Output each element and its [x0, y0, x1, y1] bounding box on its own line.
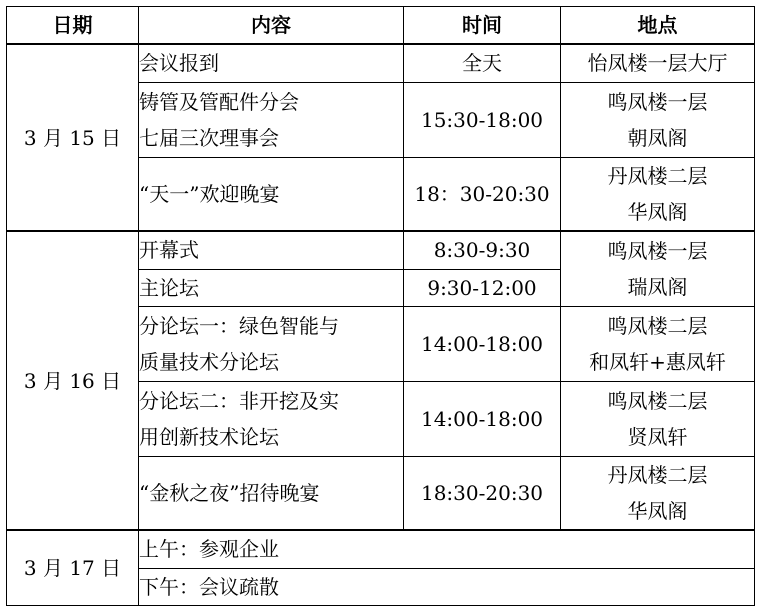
time-cell: 全天: [404, 44, 561, 82]
content-line: 质量技术分论坛: [139, 349, 279, 374]
content-line: 用创新技术论坛: [139, 424, 279, 449]
content-cell: [139, 381, 404, 456]
place-line: 朝凤阁: [627, 125, 688, 150]
content-line: 会议报到: [139, 51, 219, 76]
content-line: 下午：会议疏散: [139, 574, 279, 599]
place-line: 丹凤楼二层: [607, 462, 708, 487]
place-cell: [561, 306, 755, 381]
time-cell: 18：30-20:30: [404, 157, 561, 231]
header-time: 时间: [404, 7, 561, 45]
place-line: 鸣凤楼一层: [607, 238, 708, 263]
date-cell: 3 月 17 日: [7, 530, 139, 605]
time-cell: 14:00-18:00: [404, 381, 561, 456]
content-cell: [139, 530, 755, 568]
date-cell: 3 月 15 日: [7, 44, 139, 231]
header-place: 地点: [561, 7, 755, 45]
content-cell: [139, 82, 404, 157]
place-cell: [561, 82, 755, 157]
place-cell: [561, 456, 755, 530]
content-cell: [139, 231, 404, 269]
place-cell: [561, 157, 755, 231]
content-line: 分论坛一：绿色智能与: [139, 313, 339, 338]
time-cell: 14:00-18:00: [404, 306, 561, 381]
date-cell: 3 月 16 日: [7, 231, 139, 530]
content-line: 七届三次理事会: [139, 125, 279, 150]
place-line: 华凤阁: [627, 199, 688, 224]
header-date: 日期: [7, 7, 139, 45]
place-cell: [561, 44, 755, 82]
place-line: 瑞凤阁: [627, 274, 688, 299]
header-row: [7, 7, 755, 45]
content-line: “金秋之夜”招待晚宴: [139, 480, 320, 505]
place-line: 怡凤楼一层大厅: [587, 51, 728, 76]
content-cell: [139, 306, 404, 381]
content-line: 开幕式: [139, 238, 199, 263]
schedule-table: [6, 6, 755, 606]
table-row: [7, 44, 755, 82]
time-cell: 15:30-18:00: [404, 82, 561, 157]
place-cell: [561, 381, 755, 456]
content-cell: [139, 44, 404, 82]
content-cell: [139, 456, 404, 530]
content-line: 分论坛二：非开挖及实: [139, 388, 339, 413]
content-line: 主论坛: [139, 275, 199, 300]
table-row: [7, 530, 755, 568]
place-line: 鸣凤楼一层: [607, 89, 708, 114]
content-line: 上午：参观企业: [139, 537, 279, 562]
content-cell: [139, 568, 755, 605]
content-line: 铸管及管配件分会: [139, 89, 299, 114]
table-row: [7, 231, 755, 269]
time-cell: 18:30-20:30: [404, 456, 561, 530]
place-line: 和凤轩+惠凤轩: [589, 349, 726, 374]
place-line: 鸣凤楼二层: [607, 313, 708, 338]
time-cell: 8:30-9:30: [404, 231, 561, 269]
place-line: 丹凤楼二层: [607, 163, 708, 188]
place-line: 华凤阁: [627, 498, 688, 523]
content-cell: [139, 269, 404, 306]
place-line: 贤凤轩: [627, 424, 688, 449]
content-cell: [139, 157, 404, 231]
time-cell: 9:30-12:00: [404, 269, 561, 306]
place-line: 鸣凤楼二层: [607, 388, 708, 413]
content-line: “天一”欢迎晚宴: [139, 181, 280, 206]
header-content: 内容: [139, 7, 404, 45]
place-cell: [561, 231, 755, 306]
